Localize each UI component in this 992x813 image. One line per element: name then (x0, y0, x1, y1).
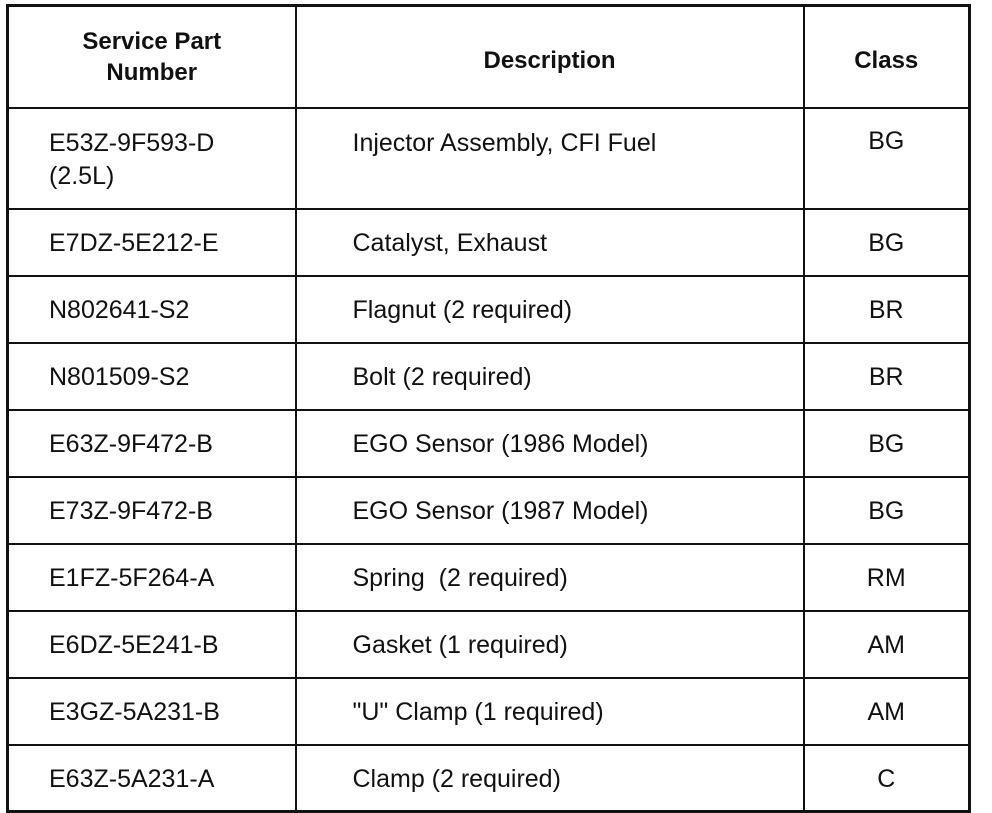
class-cell: BG (804, 410, 970, 477)
header-class: Class (804, 6, 970, 108)
header-description: Description (296, 6, 804, 108)
description-cell: EGO Sensor (1987 Model) (296, 477, 804, 544)
description-cell: Bolt (2 required) (296, 343, 804, 410)
class-cell: BR (804, 343, 970, 410)
part-number-cell: E7DZ-5E212-E (8, 209, 296, 276)
class-cell: AM (804, 611, 970, 678)
part-number-cell: N801509-S2 (8, 343, 296, 410)
table-row (8, 209, 970, 276)
header-part-number-label: Service Part Number (82, 27, 222, 86)
class-cell: BG (804, 477, 970, 544)
parts-table (6, 4, 971, 813)
table-row (8, 611, 970, 678)
description-cell: Gasket (1 required) (296, 611, 804, 678)
part-number-cell: E3GZ-5A231-B (8, 678, 296, 745)
table-row (8, 745, 970, 812)
table-header-row (8, 6, 970, 108)
class-cell: AM (804, 678, 970, 745)
header-part-number (8, 6, 296, 108)
class-cell: BG (804, 108, 970, 209)
description-cell: "U" Clamp (1 required) (296, 678, 804, 745)
table-row (8, 544, 970, 611)
table-row (8, 477, 970, 544)
description-cell: Spring (2 required) (296, 544, 804, 611)
description-cell: EGO Sensor (1986 Model) (296, 410, 804, 477)
part-number: E53Z-9F593-D (49, 128, 215, 157)
table-row (8, 276, 970, 343)
part-number-cell: E73Z-9F472-B (8, 477, 296, 544)
part-number-cell (8, 108, 296, 209)
class-cell: C (804, 745, 970, 812)
class-cell: BR (804, 276, 970, 343)
part-number-cell: E1FZ-5F264-A (8, 544, 296, 611)
description-cell: Flagnut (2 required) (296, 276, 804, 343)
table-row (8, 678, 970, 745)
table-row (8, 108, 970, 209)
part-number-cell: E63Z-9F472-B (8, 410, 296, 477)
part-number-cell: E6DZ-5E241-B (8, 611, 296, 678)
table-row (8, 410, 970, 477)
part-note: (2.5L) (49, 161, 115, 190)
description-cell: Injector Assembly, CFI Fuel (296, 108, 804, 209)
class-cell: BG (804, 209, 970, 276)
class-cell: RM (804, 544, 970, 611)
part-number-cell: E63Z-5A231-A (8, 745, 296, 812)
table-row (8, 343, 970, 410)
description-cell: Clamp (2 required) (296, 745, 804, 812)
part-number-cell: N802641-S2 (8, 276, 296, 343)
description-cell: Catalyst, Exhaust (296, 209, 804, 276)
